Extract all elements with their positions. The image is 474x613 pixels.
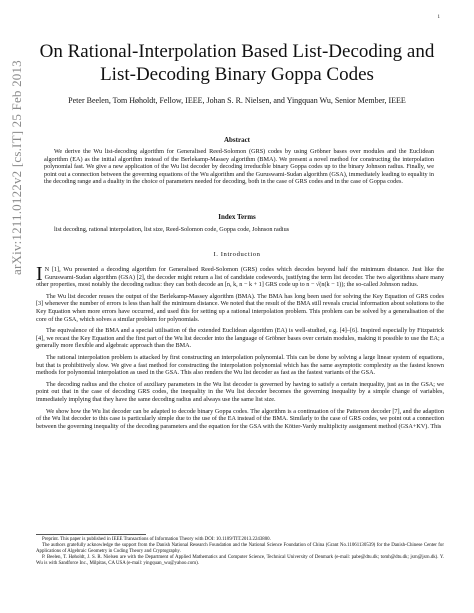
intro-paragraph-5: The decoding radius and the choice of auxiliary parameters in the Wu list decoder is governed by having to satisfy a certain inequality, just as in the GSA; we point out that in the case of decoding GRS codes, the inequality in the Wu list decoder becomes the governing inequality by a simple change of variables, immediately implying that they have the same decoding radius and always use the same list size.: [36, 380, 444, 403]
introduction-body: [36, 263, 444, 430]
footnotes: [36, 537, 444, 567]
footnote-affiliations: P. Beelen, T. Høholdt, J. S. R. Nielsen are with the Department of Applied Mathematics and Computer Science, Technical University of Denmark (e-mail: pabe@dtu.dk; tomh@dtu.dk; jsrn@jsrn.dk). Y. Wu is with Sandforce Inc., Milpitas, CA USA (e-mail: yingquan_wu@yahoo.com).: [36, 555, 444, 566]
abstract-paragraph: We derive the Wu list-decoding algorithm for Generalised Reed-Solomon (GRS) codes by using Gröbner bases over modules and the Euclidean algorithm (EA) as the initial algorithm instead of the Berlekamp-Massey algorithm (BMA). We present a novel method for constructing the interpolation polynomial fast. We give a new application of the Wu list decoder by decoding irreducible binary Goppa codes up to the binary Johnson radius. Finally, we point out a connection between the governing equations of the Wu algorithm and the Guruswami-Sudan algorithm (GSA), immediately leading to equality in the decoding range and a duality in the choice of parameters needed for decoding, both in the case of GRS codes and in the case of Goppa codes.: [44, 148, 434, 186]
index-terms-text: [44, 226, 434, 234]
introduction-heading: I. Introduction: [213, 251, 261, 258]
abstract-text: [44, 148, 434, 186]
intro-paragraph-6: We show how the Wu list decoder can be adapted to decode binary Goppa codes. The algorithm is a continuation of the Patterson decoder [7], and the adaption of the Wu list decoder to this case is particularly simple due to the use of the EA instead of the BMA. Similarly to the case of GRS codes, we point out a connection between the governing inequality of the decoding parameters and the equation for the GSA with the Kötter-Vardy multiplicity assignment method (GSA+KV). This: [36, 407, 444, 430]
footnote-divider: [36, 534, 146, 535]
arxiv-stamp: arXiv:1211.0122v2 [cs.IT] 25 Feb 2013: [9, 60, 24, 275]
page-number: 1: [437, 15, 440, 20]
intro-paragraph-2: The Wu list decoder reuses the output of the Berlekamp-Massey algorithm (BMA). The BMA has long been used for solving the Key Equation of GRS codes [3] whenever the number of errors is less than half the minimum distance. We noted that the result of the BMA still reveals crucial information about solutions to the Key Equation when more errors have occurred, and used this for setting up a rational interpolation problem. This problem can be solved by a generalisation of the core of the GSA, which solves a similar problem for polynomials.: [36, 292, 444, 323]
drop-cap: I: [36, 263, 43, 285]
abstract-heading: Abstract: [223, 136, 251, 144]
index-terms-heading: Index Terms: [218, 213, 256, 221]
footnote-funding: The authors gratefully acknowledge the support from the Danish National Research Foundation and the National Science Foundation of China (Grant No.11061130539) for the Danish-Chinese Center for Applications of Algebraic Geometry in Coding Theory and Cryptography.: [36, 543, 444, 554]
index-terms-paragraph: list decoding, rational interpolation, list size, Reed-Solomon code, Goppa code, Johnson radius: [54, 226, 290, 233]
intro-paragraph-1-text: N [1], Wu presented a decoding algorithm for Generalised Reed-Solomon (GRS) codes which decodes beyond half the minimum distance. Just like the Guruswami-Sudan algorithm (GSA) [2], the decoder might return a list of candidate codewords, justifying the term list decoder. The two algorithms share many other properties, most notably the decoding radius: they can both decode an [n, k, n − k + 1] GRS code up to n − √(n(k − 1)); the so-called Johnson radius.: [36, 266, 444, 289]
intro-paragraph-4: The rational interpolation problem is attacked by first constructing an interpolation polynomial. This can be done by solving a large linear system of equations, but that is prohibitively slow. We give a fast method for constructing the interpolation polynomial which has the same asymptotic complexity as the fastest known methods for polynomial interpolation as used in the GSA. This also renders the Wu list decoder as fast as the fastest variants of the GSA.: [36, 353, 444, 377]
footnote-preprint: Preprint. This paper is published in IEEE Transactions of Information Theory with DOI: 10.1109/TIT.2013.2243800.: [42, 537, 271, 542]
paper-title: On Rational-Interpolation Based List-Decoding and List-Decoding Binary Goppa Codes: [39, 41, 435, 85]
intro-paragraph-1: [36, 263, 444, 289]
intro-paragraph-3: The equivalence of the BMA and a special utilisation of the extended Euclidean algorithm (EA) is well-studied, e.g. [4]–[6]. Inspired especially by Fitzpatrick [4], we recast the Key Equation and the first part of the Wu list decoder into the language of Gröbner bases over certain modules, making it possible to use the EA; a generally more flexible and algebraic approach than the BMA.: [36, 327, 444, 350]
author-list: Peter Beelen, Tom Høholdt, Fellow, IEEE, Johan S. R. Nielsen, and Yingquan Wu, Senior Member, IEEE: [68, 96, 406, 105]
